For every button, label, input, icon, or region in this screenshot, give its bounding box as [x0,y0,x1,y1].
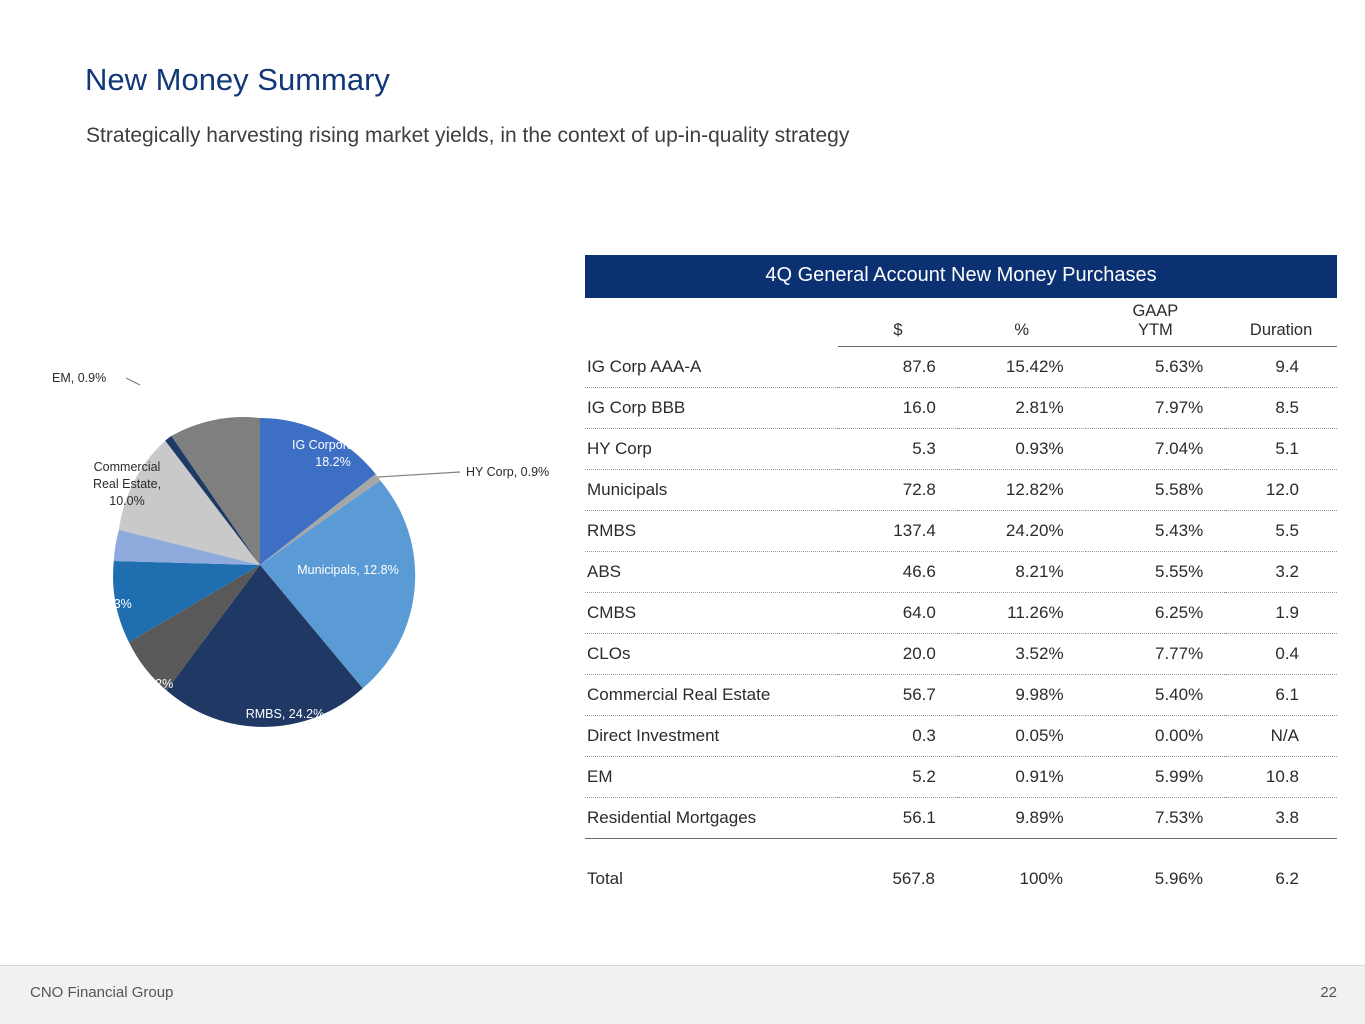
col-header-percent: % [958,298,1086,347]
row-dollars: 46.6 [838,552,958,593]
purchases-table [585,298,1337,838]
row-duration: N/A [1225,716,1337,757]
row-dollars: 137.4 [838,511,958,552]
row-dollars: 0.3 [838,716,958,757]
row-label: IG Corp BBB [585,388,838,429]
row-dollars: 20.0 [838,634,958,675]
table-row [585,716,1337,757]
row-dollars: 56.7 [838,675,958,716]
table-row [585,552,1337,593]
row-gaap-ytm: 5.43% [1086,511,1226,552]
row-percent: 9.98% [958,675,1086,716]
row-gaap-ytm: 7.04% [1086,429,1226,470]
row-duration: 8.5 [1225,388,1337,429]
page-title: New Money Summary [85,62,390,97]
footer-brand: CNO Financial Group [30,984,174,1001]
pie-label-hy-corp: HY Corp, 0.9% [466,465,550,479]
row-label: Municipals [585,470,838,511]
page-subtitle: Strategically harvesting rising market yields, in the context of up-in-quality strategy [86,124,850,147]
row-percent: 9.89% [1015,808,1064,827]
pie-label-commercial-real-estate: Commercial Real Estate, 10.0% [92,460,162,508]
row-label: ABS [585,552,838,593]
row-percent: 0.91% [958,757,1086,798]
col-header-category [585,298,838,347]
row-dollars: 5.3 [838,429,958,470]
row-dollars: 56.1 [902,808,936,827]
row-gaap-ytm: 5.40% [1086,675,1226,716]
table-row [585,470,1337,511]
row-label: EM [585,757,838,798]
table-row [585,388,1337,429]
pie-label-municipals: Municipals, 12.8% [297,563,399,577]
row-dollars: 16.0 [838,388,958,429]
pie-label-cmbs: CMBS, 11.3% [54,597,132,611]
row-label: IG Corp AAA-A [585,347,838,388]
col-header-dollars: $ [838,298,958,347]
total-duration: 6.2 [1275,869,1299,888]
row-gaap-ytm: 5.99% [1086,757,1226,798]
row-dollars: 64.0 [838,593,958,634]
row-percent: 15.42% [958,347,1086,388]
row-percent: 0.05% [958,716,1086,757]
row-label: Commercial Real Estate [585,675,838,716]
table-row [585,634,1337,675]
table-body [585,347,1337,839]
row-label: HY Corp [585,429,838,470]
row-label: RMBS [585,511,838,552]
row-label: Direct Investment [585,716,838,757]
row-gaap-ytm: 7.77% [1086,634,1226,675]
row-duration: 10.8 [1225,757,1337,798]
row-duration: 5.5 [1225,511,1337,552]
table-row [585,593,1337,634]
pie-label-residential-mortgages: Residential Mortgages, 9.9% [152,370,248,401]
table-row [585,757,1337,798]
col-header-gaap-ytm-line2: YTM [1137,321,1173,339]
row-dollars: 72.8 [838,470,958,511]
pie-label-clos: CLOs, 3.5% [46,533,114,547]
row-percent: 3.52% [958,634,1086,675]
row-dollars: 5.2 [838,757,958,798]
row-percent: 12.82% [958,470,1086,511]
row-duration: 1.9 [1225,593,1337,634]
footer-page-number: 22 [1320,984,1337,1001]
table-row [585,675,1337,716]
slide-footer [0,965,1365,1024]
new-money-purchases-table [585,255,1337,899]
row-gaap-ytm: 7.97% [1086,388,1226,429]
col-header-gaap-ytm [1086,298,1226,347]
row-gaap-ytm: 7.53% [1155,808,1204,827]
row-percent: 0.93% [958,429,1086,470]
row-label: CLOs [585,634,838,675]
total-row [585,839,1337,899]
row-percent: 2.81% [958,388,1086,429]
table-header [585,298,1337,347]
row-duration: 5.1 [1225,429,1337,470]
total-label: Total [587,869,623,888]
total-dollars: 567.8 [892,869,935,888]
row-duration: 12.0 [1225,470,1337,511]
table-row [585,429,1337,470]
row-duration: 6.1 [1225,675,1337,716]
total-row-table [585,839,1337,899]
new-money-pie-chart [30,330,570,830]
pie-svg [30,330,570,830]
row-percent: 24.20% [958,511,1086,552]
pie-label-ig-corporates: IG Corporates, 18.2% [292,438,374,469]
row-label: Residential Mortgages [587,808,757,827]
table-banner: 4Q General Account New Money Purchases [585,255,1337,298]
row-duration: 3.2 [1225,552,1337,593]
col-header-duration: Duration [1225,298,1337,347]
pie-label-rmbs: RMBS, 24.2% [245,707,325,721]
row-gaap-ytm: 5.63% [1086,347,1226,388]
table-header-row [585,298,1337,347]
row-gaap-ytm: 5.58% [1086,470,1226,511]
row-gaap-ytm: 6.25% [1086,593,1226,634]
total-percent: 100% [1019,869,1063,888]
row-duration: 9.4 [1225,347,1337,388]
row-percent: 8.21% [958,552,1086,593]
pie-label-em: EM, 0.9% [52,371,107,385]
row-label: CMBS [585,593,838,634]
row-duration: 3.8 [1275,808,1299,827]
table-row [585,798,1337,839]
row-gaap-ytm: 0.00% [1086,716,1226,757]
row-duration: 0.4 [1225,634,1337,675]
table-row [585,511,1337,552]
table-row [585,347,1337,388]
row-gaap-ytm: 5.55% [1086,552,1226,593]
total-gaap-ytm: 5.96% [1154,869,1203,888]
row-percent: 11.26% [958,593,1086,634]
col-header-gaap-ytm-line1: GAAP [1132,302,1179,320]
pie-label-abs: ABS, 8.2% [112,677,174,691]
row-dollars: 87.6 [838,347,958,388]
